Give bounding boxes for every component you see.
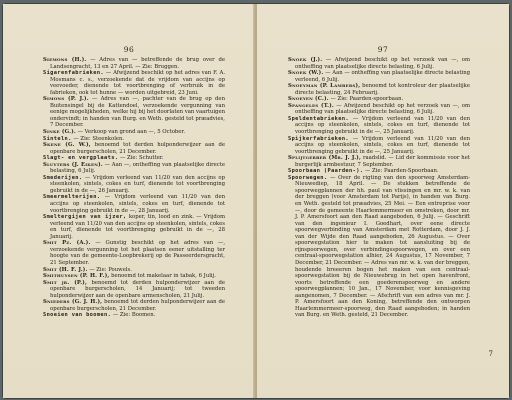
entry-text: — Adres van —, pachter van de brug op den Buitensingel bij de Kattendoel, verzoekende vergunning van eenige mogelijkheden, welke hij bij het doorlaten van vaartuigen ondervindt; in handen van Burg. en Weth. gesteld tot præadvies, 7 December. <box>50 96 225 129</box>
index-entry <box>288 155 470 168</box>
index-entry <box>43 70 225 96</box>
entry-heading: Spangeles (T.). <box>288 102 334 109</box>
entry-heading: Slagt- en vergplaats. <box>43 155 119 162</box>
entry-text: benoemd tot kontroleur der plaatselijke directe belasting, 24 Februarij. <box>295 83 470 96</box>
entry-text: benoemd tot derden hulponderwijzer aan de openbare burgerscholen, 21 December. <box>50 142 225 155</box>
entry-text: — Aan — ontheffing van plaatselijke directe belasting verleend, 6 Julij. <box>295 70 471 83</box>
entry-heading: Skene (G. W.), <box>43 142 91 149</box>
open-book <box>3 4 509 398</box>
index-entry <box>43 142 225 155</box>
entry-text: — Vrijdom verleend van 11/20 van den accijns op steenkolen, sintels, cokes en turf, dienende tot voortbrenging gebruikt in de —, 25 Januarij. <box>295 115 470 136</box>
entry-text: — Afwijzend beschikt op het verzoek van —, om ontheffing van plaatselijke directe belasting, 6 Julij. <box>295 102 470 116</box>
entry-text: — Afwijzend beschikt op het verzoek van —, om ontheffing van plaatselijke directe belasting, 6 Julij. <box>295 57 470 70</box>
entry-text: — Zie: Pouwels. <box>87 266 132 273</box>
right-page <box>257 4 509 398</box>
index-entry <box>288 70 470 83</box>
index-entry <box>288 136 470 156</box>
index-entry <box>43 57 225 70</box>
entry-heading: Spoorbaan (Paarden-). <box>288 168 364 175</box>
index-entry <box>43 240 225 266</box>
entry-text: — Afwijzend beschikt op het adres van F. A. Mosmans c. s., verzoekende dat de vrijdom van accijns op veevoeder, dienende tot voortbrenging of verbruik in de fabrieken, ook tot hunne — worden uitgebreid, 23 Juni. <box>50 70 225 96</box>
entry-heading: Sinke (G.). <box>43 129 76 136</box>
page-number: 97 <box>377 45 389 54</box>
index-entry <box>43 280 225 300</box>
entry-text: — Zie: Paarden-spoorbaan. <box>328 96 404 103</box>
entry-heading: Sluyters (J. Eiken). <box>43 161 103 168</box>
index-entry <box>288 57 470 70</box>
entry-text: benoemd tot makelaar in tabak, 6 Julij. <box>109 273 216 280</box>
entry-heading: Splijtgerber (Mr. J. J.), <box>288 155 362 162</box>
index-entry <box>43 96 225 129</box>
entry-text: raadslid. — Lid der kommissie voor het burgerlijk armbestuur, 7 September. <box>295 155 470 168</box>
entry-heading: Snoek (W.). <box>288 70 324 77</box>
entry-text: — Zie: Steenkolen. <box>71 135 125 142</box>
entry-text: benoemd tot derden hulponderwijzer aan de openbare burgerscholen, 21 December. <box>50 299 225 312</box>
index-entry <box>288 83 470 96</box>
index-entry <box>43 214 225 240</box>
index-entry <box>288 103 470 116</box>
page-number: 96 <box>123 45 135 54</box>
entry-heading: Smeermelterijen. <box>43 194 101 201</box>
entry-text: — Aan —, ontheffing van plaatselijke directe belasting, 6 Julij. <box>50 161 225 175</box>
entry-heading: Sigarenfabrieken. <box>43 70 105 77</box>
entry-text: — Gunstig beschikt op het adres van —, verzoekende vergunning tot het plaatsen eener uitstalling ter hoogte van de gemeente-Loopbrekerij op de Passeerdersgracht, 21 September. <box>50 240 225 266</box>
entry-heading: Sinteln. <box>43 135 72 142</box>
index-entry <box>43 299 225 312</box>
left-page <box>3 4 255 398</box>
signature-mark: 7 <box>488 350 493 358</box>
entry-text: — Verkoop van grond aan —, 5 October. <box>75 129 186 136</box>
index-entry <box>288 116 470 136</box>
index-entry <box>43 312 225 319</box>
entry-heading: Snoeyman (P. Lambers), <box>288 83 361 90</box>
entry-heading: Smit Pz. (A.). <box>43 240 91 247</box>
index-entry <box>43 162 225 175</box>
index-column <box>288 57 470 319</box>
entry-text: — Over de rigting van den spoorweg Amsterdam-Nieuwediep, 18 April. — De stukken betreffende de spoorwegplannen der hh. paul van vlissingen en mr. w. k. van der breggen (voor Amsterdam tot Parijs), in handen van Burg. en Weth. gesteld tot præadvies, 25 Mei. — Een entreprise voor —, door de gemeente Haarlemmermeer en omstreken, door mr. J. P. Amersfoort aan den Raad aangeboden, 6 Julij. — Geschrift van den ingenieur I. Goedhart, over eene directe spoorwegverbinding van Amsterdam met Rotterdam, door J. J. van der Wijde den Raad aangeboden, 26 Augustus. — Over spoorwegstation hier te maken tot aansluiting bij de rijnspoorwegen, over verbindingsspoorwegen, en over een centraal-spoorwegstation alhier, 24 Augustus, 17 November, 7 December, 21 December. — Adres van mr. w. k. van der breggen, houdende breeeren bogen het maken van een centraal-spoorwegstation bij de Nieuwebrug in het open havenfront, voorts betreffende een goederenspoorweg en andere spoorwegplannen; 10 Jan., 17 November, voor kennisgeving aangenomen, 7 December. — Afschrift van een adres van mr. J. P. Amersfoort aan den Koning, betreffende den ontworpen Haarlemmermeer-spoorweg, den Raad aangeboden; in handen van Burg. en Weth. gesteld, 21 December. <box>295 174 470 319</box>
entry-heading: Snieders (G. J. H.), <box>43 299 103 306</box>
index-entry <box>288 175 470 319</box>
entry-heading: Smeltergijen van ijzer, <box>43 214 127 221</box>
index-column <box>43 57 225 319</box>
entry-heading: Smit jr. (P.), <box>43 279 87 286</box>
entry-heading: Smit (H. F. J.). <box>43 266 88 273</box>
entry-heading: Smithuysen (P. H. F.), <box>43 273 110 280</box>
entry-text: — Zie: Boomen. <box>111 312 156 319</box>
entry-heading: Spoorwegen. <box>288 174 328 181</box>
entry-text: — Adres van — betreffende de brug over de Landsengracht, 13 en 27 April. — Zie: Bruggen. <box>50 57 225 70</box>
entry-text: — Vrijdom verleend van 11/20 van den accijns op steenkolen, sintels, cokes en turf, dienende tot voortbrenging gebruikt in de —, 25 Januarij. <box>295 135 470 155</box>
index-entry <box>43 194 225 214</box>
entry-heading: Siemons (H.). <box>43 57 87 63</box>
entry-text: — Zie: Paarden-Spoorbaan. <box>363 168 439 175</box>
entry-text: benoemd tot derden hulponderwijzer aan de openbare burgerscholen, 14 Januarij; tot tweeden hulponderwijzer aan de openbare armenscholen, 21 Julij. <box>50 279 225 299</box>
index-entry <box>43 175 225 195</box>
entry-text: koper, tin, lood en zink. — Vrijdom verleend van 11/20 van den accijns op steenkolen, sintels, cokes en turf, dienende tot voortbrenging gebruikt in de —, 28 Januarij. <box>50 214 226 240</box>
entry-text: — Zie: Schutter. <box>118 155 164 162</box>
entry-heading: Snoeien van boomen. <box>43 312 112 319</box>
entry-heading: Simons (P. J.). <box>43 96 89 103</box>
entry-text: — Vrijdom verleend van 11/20 van den accijns op steenkolen, sintels, cokes en turf, dienende tot voortbrenging gebruikt in de —, 28 Januarij. <box>50 194 225 214</box>
entry-heading: Snoek (J.). <box>288 57 323 63</box>
entry-heading: Smederijen. <box>43 174 83 181</box>
entry-heading: Spijkerfabrieken. <box>288 135 350 142</box>
entry-heading: Speldentabrieken. <box>288 115 350 122</box>
entry-heading: Snoeyen (C.). <box>288 96 329 103</box>
entry-text: — Vrijdom verleend van 11/20 van den accijns op steenkolen, sintels, cokes en turf, dienende tot voortbrenging gebruikt in de —, 26 Januarij. <box>50 174 225 194</box>
